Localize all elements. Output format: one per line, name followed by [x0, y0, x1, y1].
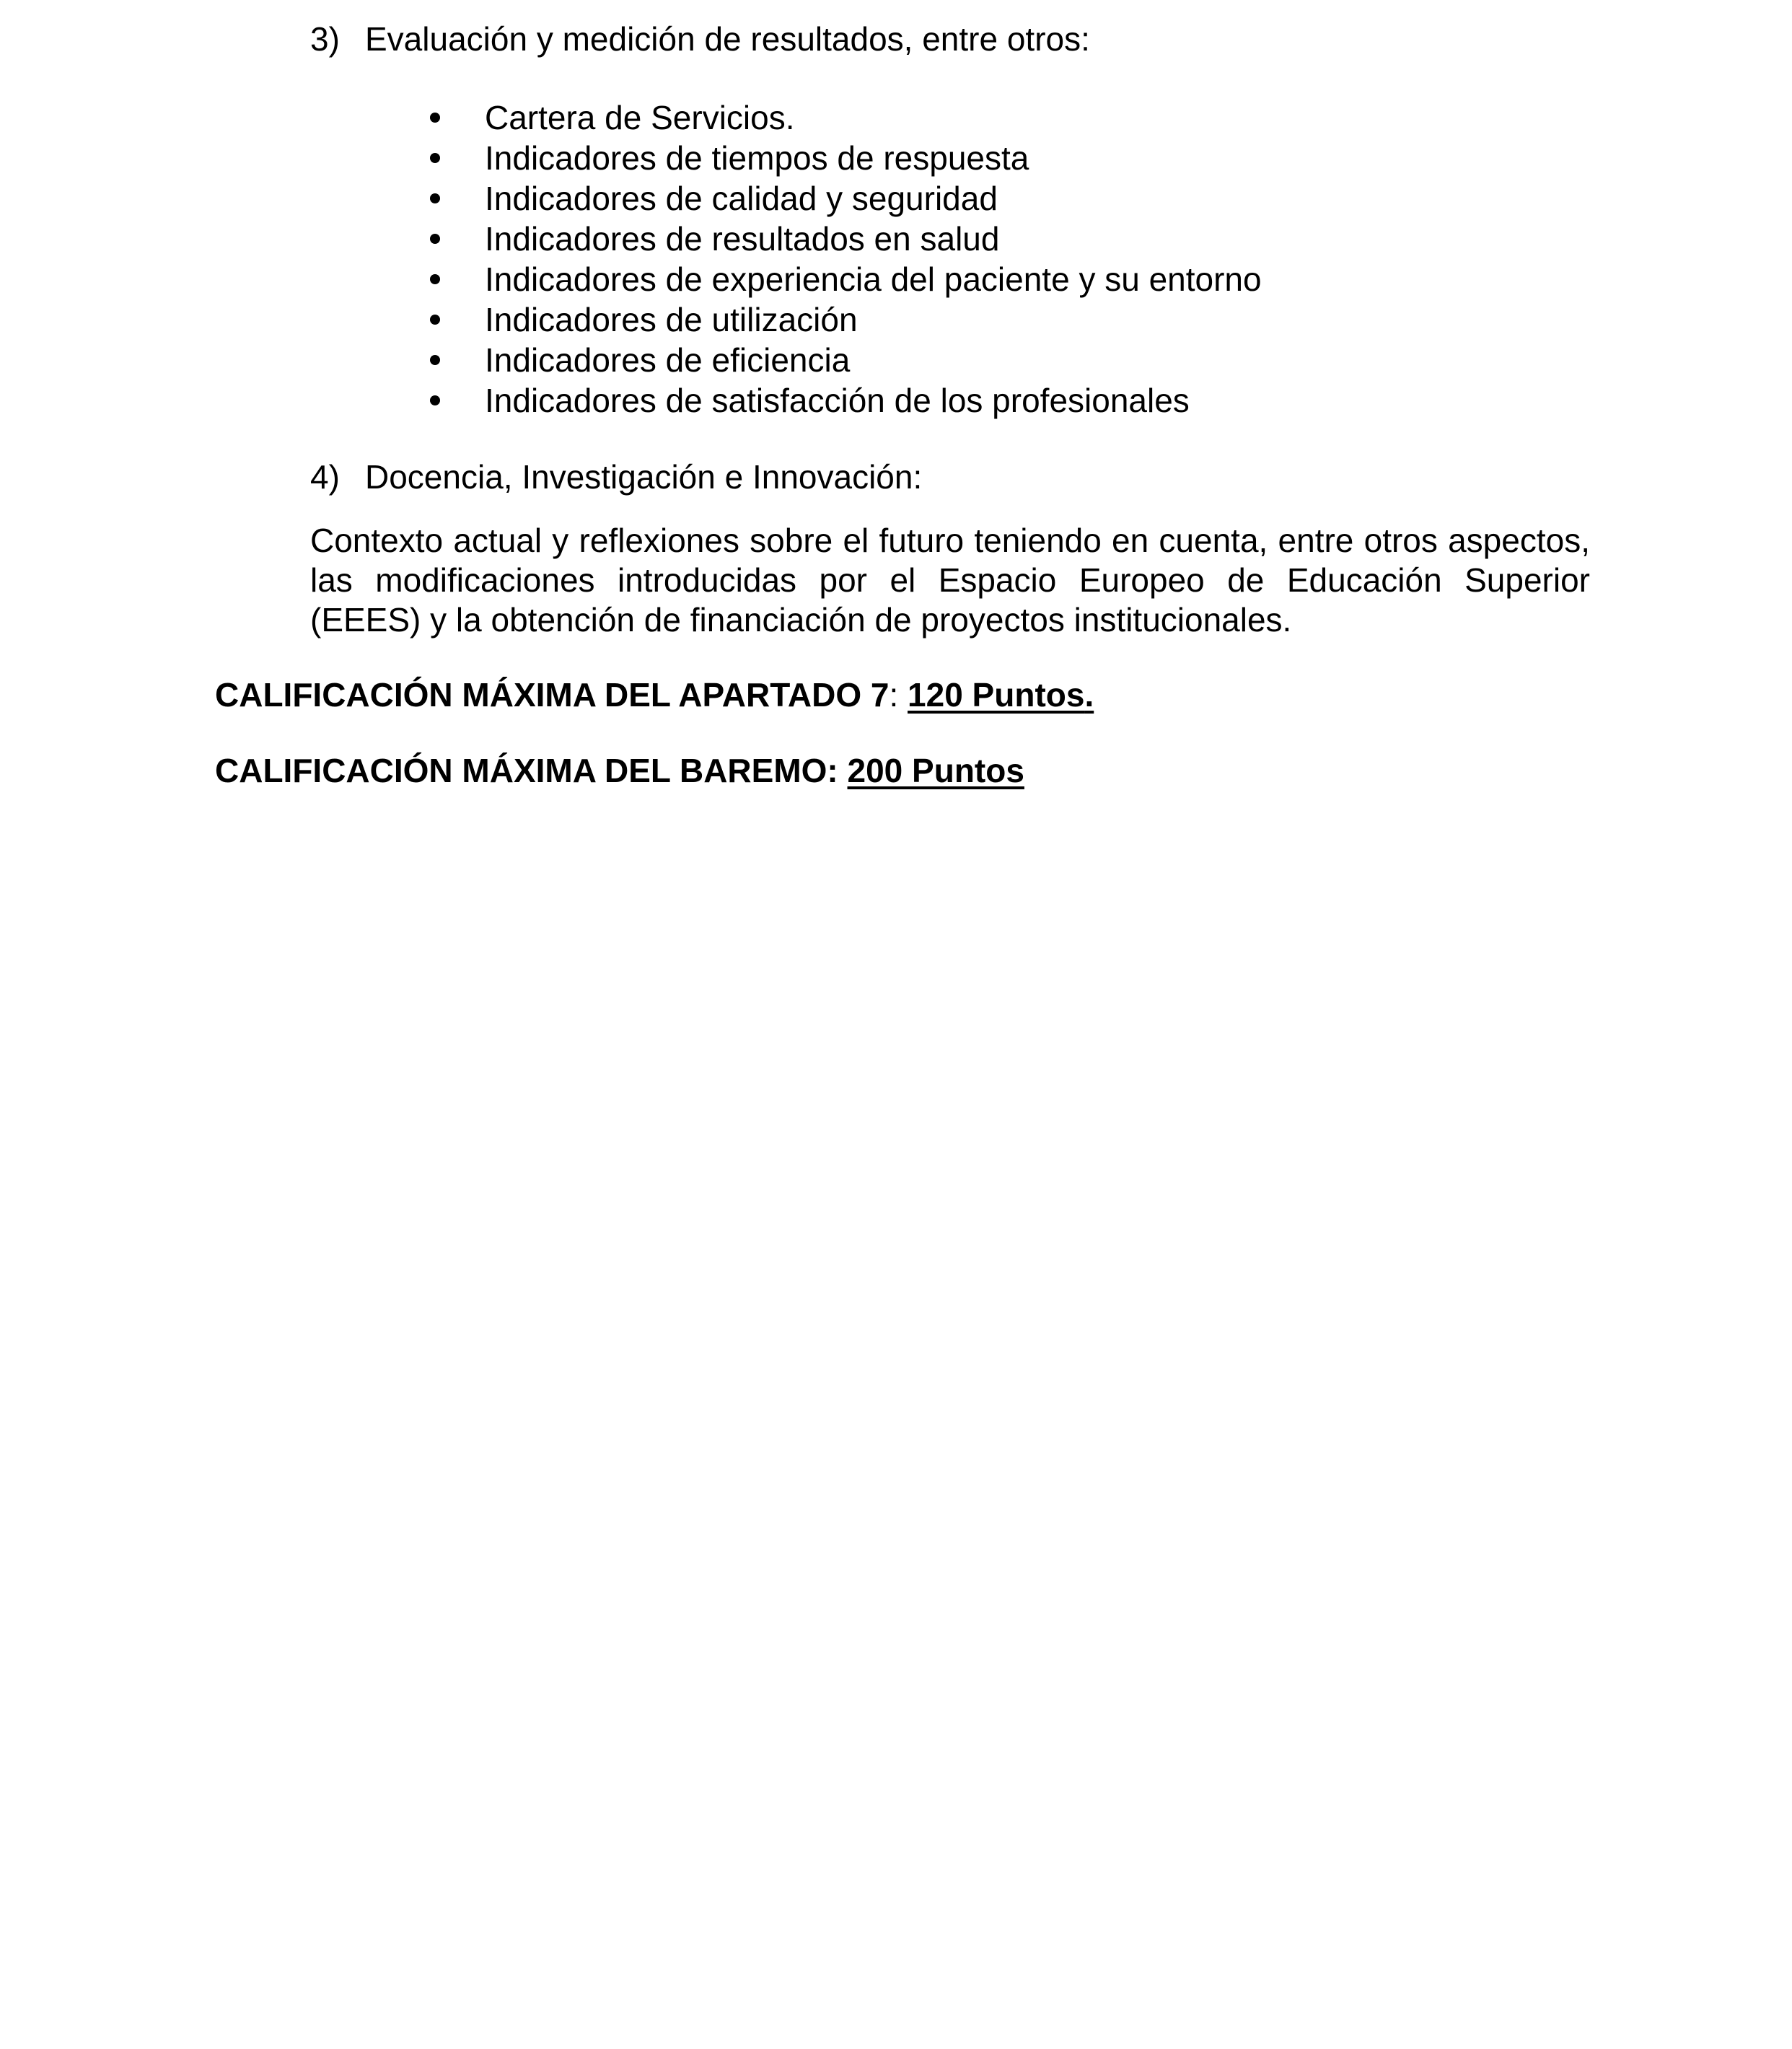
paragraph-line: Contexto actual y reflexiones sobre el futuro teniendo en cuenta, entre otros aspectos,: [310, 522, 1590, 559]
section-4-paragraph: [310, 521, 1590, 640]
section-3-number: 3): [310, 20, 340, 58]
list-item: Indicadores de satisfacción de los profesionales: [485, 382, 1190, 419]
bullet-icon: [430, 274, 440, 284]
bullet-icon: [430, 315, 440, 325]
list-item: Indicadores de experiencia del paciente y su entorno: [485, 260, 1262, 298]
paragraph-line: (EEES) y la obtención de financiación de proyectos institucionales.: [310, 601, 1292, 639]
bullet-icon: [430, 395, 440, 405]
list-item: Indicadores de tiempos de respuesta: [485, 139, 1029, 177]
list-item: Indicadores de eficiencia: [485, 341, 851, 379]
max-score-baremo-value: 200 Puntos: [847, 752, 1024, 789]
section-3-heading: Evaluación y medición de resultados, entre otros:: [365, 20, 1090, 58]
separator: :: [889, 676, 908, 714]
bullet-icon: [430, 193, 440, 203]
list-item: Indicadores de utilización: [485, 301, 858, 338]
section-4-heading: Docencia, Investigación e Innovación:: [365, 458, 923, 496]
list-item: Indicadores de calidad y seguridad: [485, 180, 998, 217]
suffix: .: [1084, 676, 1094, 714]
paragraph-line: las modificaciones introducidas por el Espacio Europeo de Educación Superior: [310, 561, 1590, 599]
list-item: Indicadores de resultados en salud: [485, 220, 1000, 258]
max-score-apartado-label: CALIFICACIÓN MÁXIMA DEL APARTADO 7: [215, 676, 890, 714]
bullet-icon: [430, 355, 440, 365]
bullet-icon: [430, 153, 440, 163]
max-score-baremo-label: CALIFICACIÓN MÁXIMA DEL BAREMO:: [215, 752, 848, 789]
list-item: Cartera de Servicios.: [485, 99, 795, 136]
bullet-icon: [430, 113, 440, 123]
max-score-baremo: [215, 750, 1024, 791]
max-score-apartado-value: 120 Puntos: [908, 676, 1085, 714]
bullet-icon: [430, 234, 440, 244]
section-4-number: 4): [310, 458, 340, 496]
max-score-apartado: [215, 675, 1094, 715]
